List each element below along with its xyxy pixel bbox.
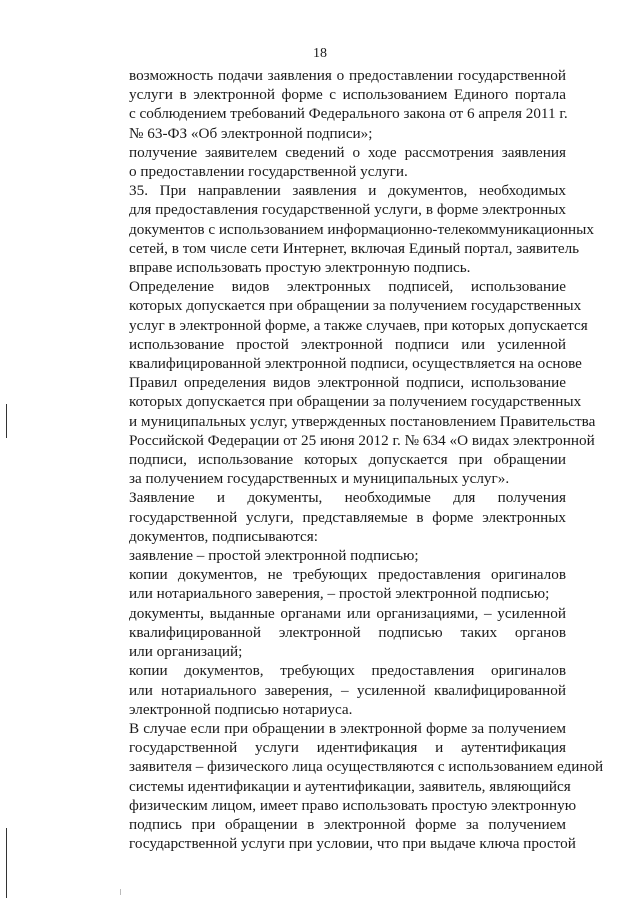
text-line: получение заявителем сведений о ходе рассмотрения заявления bbox=[129, 143, 566, 161]
paragraph bbox=[95, 143, 566, 181]
paragraph bbox=[95, 661, 566, 719]
text-line: электронной подписью нотариуса. bbox=[129, 700, 353, 718]
text-line: документов с использованием информационно-телекоммуникационных bbox=[129, 220, 594, 238]
text-line: с соблюдением требований Федерального закона от 6 апреля 2011 г. bbox=[129, 105, 568, 123]
document-body bbox=[95, 66, 604, 853]
text-line: услуг в электронной форме, а также случаев, при которых допускается bbox=[129, 316, 588, 334]
text-line: заявителя – физического лица осуществляются с использованием единой bbox=[129, 758, 604, 776]
paragraph bbox=[95, 66, 566, 143]
text-line: сетей, в том числе сети Интернет, включая Единый портал, заявитель bbox=[129, 239, 580, 257]
text-line: квалифицированной электронной подписи, осуществляется на основе bbox=[129, 355, 582, 373]
paragraph bbox=[95, 546, 566, 565]
page-number: 18 bbox=[313, 46, 327, 61]
paragraph bbox=[95, 277, 596, 488]
text-line: системы идентификации и аутентификации, заявитель, являющийся bbox=[129, 777, 571, 795]
text-line: государственной услуги идентификация и аутентификация bbox=[129, 739, 566, 757]
text-line: подписи, использование которых допускается при обращении bbox=[129, 451, 566, 469]
text-line: № 63-ФЗ «Об электронной подписи»; bbox=[129, 124, 373, 142]
text-line: или нотариального заверения, – простой электронной подписью; bbox=[129, 585, 550, 603]
paragraph bbox=[95, 565, 566, 603]
scan-speck bbox=[120, 889, 121, 895]
text-line: физическим лицом, имеет право использовать простую электронную bbox=[129, 796, 577, 814]
text-line: вправе использовать простую электронную подпись. bbox=[129, 259, 471, 277]
text-line: которых допускается при обращении за получением государственных bbox=[129, 297, 582, 315]
paragraph bbox=[95, 719, 604, 853]
text-line: использование простой электронной подписи или усиленной bbox=[129, 335, 566, 353]
text-line: государственной услуги, представляемые в форме электронных bbox=[129, 508, 566, 526]
text-line: Правил определения видов электронной подписи, использование bbox=[129, 374, 566, 392]
text-line: Заявление и документы, необходимые для получения bbox=[129, 489, 566, 507]
text-line: В случае если при обращении в электронной форме за получением bbox=[129, 719, 566, 737]
paragraph bbox=[95, 488, 566, 546]
text-line: государственной услуги при условии, что при выдаче ключа простой bbox=[129, 835, 576, 853]
text-line: заявление – простой электронной подписью; bbox=[129, 547, 419, 565]
text-line: услуги в электронной форме с использованием Единого портала bbox=[129, 86, 566, 104]
paragraph bbox=[95, 181, 594, 277]
text-line: копии документов, не требующих предоставления оригиналов bbox=[129, 566, 566, 584]
text-line: квалифицированной электронной подписью таких органов bbox=[129, 623, 566, 641]
text-line: возможность подачи заявления о предоставлении государственной bbox=[129, 67, 566, 84]
text-line: копии документов, требующих предоставления оригиналов bbox=[129, 662, 566, 680]
text-line: или нотариального заверения, – усиленной квалифицированной bbox=[129, 681, 566, 699]
text-line: документы, выданные органами или организациями, – усиленной bbox=[129, 604, 566, 622]
text-line: о предоставлении государственной услуги. bbox=[129, 163, 408, 181]
scan-margin-mark bbox=[6, 828, 7, 898]
text-line: и муниципальных услуг, утвержденных постановлением Правительства bbox=[129, 412, 596, 430]
text-line: или организаций; bbox=[129, 643, 243, 661]
text-line: за получением государственных и муниципальных услуг». bbox=[129, 470, 510, 488]
paragraph bbox=[95, 604, 566, 662]
text-line: для предоставления государственной услуги, в форме электронных bbox=[129, 201, 566, 219]
text-line: которых допускается при обращении за получением государственных bbox=[129, 393, 582, 411]
text-line: Определение видов электронных подписей, использование bbox=[129, 278, 566, 296]
text-line: 35. При направлении заявления и документов, необходимых bbox=[129, 182, 566, 200]
text-line: Российской Федерации от 25 июня 2012 г. № 634 «О видах электронной bbox=[129, 431, 595, 449]
text-line: документов, подписываются: bbox=[129, 527, 318, 545]
text-line: подпись при обращении в электронной форме за получением bbox=[129, 815, 566, 833]
scan-margin-mark bbox=[6, 404, 7, 438]
